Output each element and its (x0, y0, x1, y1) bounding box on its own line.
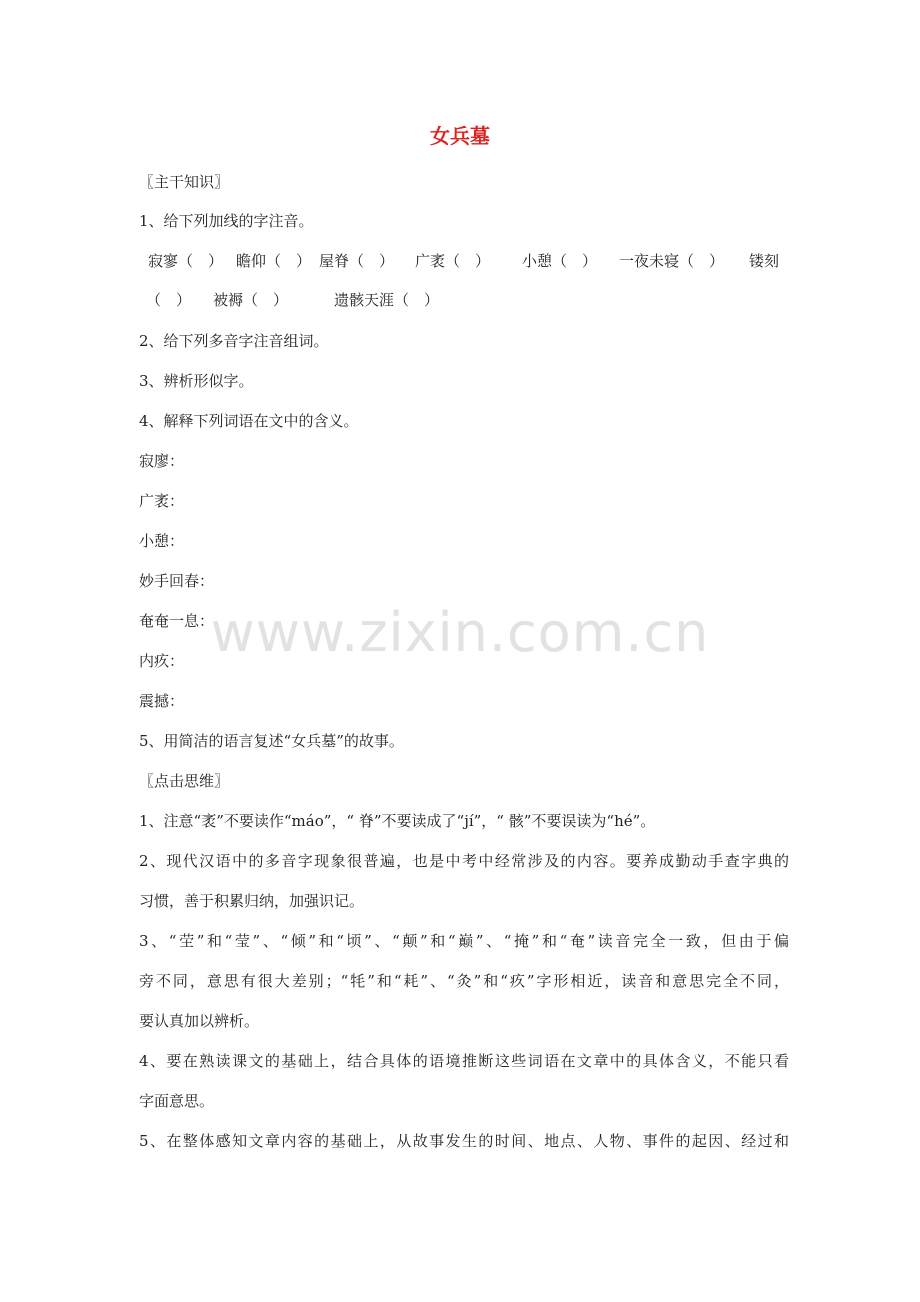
section-heading-thinking-tips: 〖点击思维〗 (139, 772, 230, 790)
page-title: 女兵墓 (430, 124, 490, 148)
term-item: 广袤： (139, 492, 185, 510)
watermark: www.zixin.com.cn (210, 601, 710, 664)
vocab-item: 小憩（ ） (522, 252, 598, 270)
term-item: 奄奄一息： (139, 612, 215, 630)
tip-5-line-1: 5、在整体感知文章内容的基础上，从故事发生的时间、地点、人物、事件的起因、经过和 (139, 1132, 789, 1150)
question-2: 2、给下列多音字注音组词。 (139, 332, 329, 350)
tip-3-line-1: 3、“茔”和“莹”、“倾”和“顷”、“颠”和“巅”、“掩”和“奄”读音完全一致，但由于偏 (139, 932, 789, 950)
tip-4-line-2: 字面意思。 (139, 1092, 215, 1110)
question-5: 5、用简洁的语言复述“女兵墓”的故事。 (139, 732, 404, 750)
vocab-item: 寂寥（ ） (148, 252, 224, 270)
term-item: 寂廖： (139, 452, 185, 470)
vocab-item: 被褥（ ） (213, 291, 289, 309)
term-item: 妙手回春： (139, 572, 215, 590)
tip-2-line-2: 习惯，善于积累归纳，加强识记。 (139, 892, 365, 910)
vocab-row-1 (139, 250, 789, 272)
vocab-item: 广袤（ ） (415, 252, 491, 270)
question-1: 1、给下列加线的字注音。 (139, 212, 314, 230)
vocab-item: （ ） (146, 291, 192, 309)
vocab-item: 遗骸天涯（ ） (334, 291, 440, 309)
vocab-item: 屋脊（ ） (319, 252, 395, 270)
section-heading-main-knowledge: 〖主干知识〗 (139, 173, 230, 191)
term-item: 内疚： (139, 652, 185, 670)
vocab-item: 瞻仰（ ） (236, 252, 312, 270)
tip-1: 1、注意“袤”不要读作“máo”，“ 脊”不要读成了“jí”，“ 骸”不要误读为“hé”。 (139, 812, 656, 830)
tip-4-line-1: 4、要在熟读课文的基础上，结合具体的语境推断这些词语在文章中的具体含义，不能只看 (139, 1052, 789, 1070)
term-item: 小憩： (139, 532, 185, 550)
tip-3-line-2: 旁不同，意思有很大差别；“牦”和“耗”、“灸”和“疚”字形相近，读音和意思完全不同， (139, 972, 789, 990)
question-4: 4、解释下列词语在文中的含义。 (139, 412, 359, 430)
vocab-item: 镂刻 (749, 252, 780, 270)
tip-3-line-3: 要认真加以辨析。 (139, 1012, 260, 1030)
term-item: 震撼： (139, 692, 185, 710)
tip-2-line-1: 2、现代汉语中的多音字现象很普遍，也是中考中经常涉及的内容。要养成勤动手查字典的 (139, 852, 789, 870)
vocab-item: 一夜未寝（ ） (619, 252, 725, 270)
question-3: 3、辨析形似字。 (139, 372, 254, 390)
vocab-row-2 (139, 289, 789, 311)
